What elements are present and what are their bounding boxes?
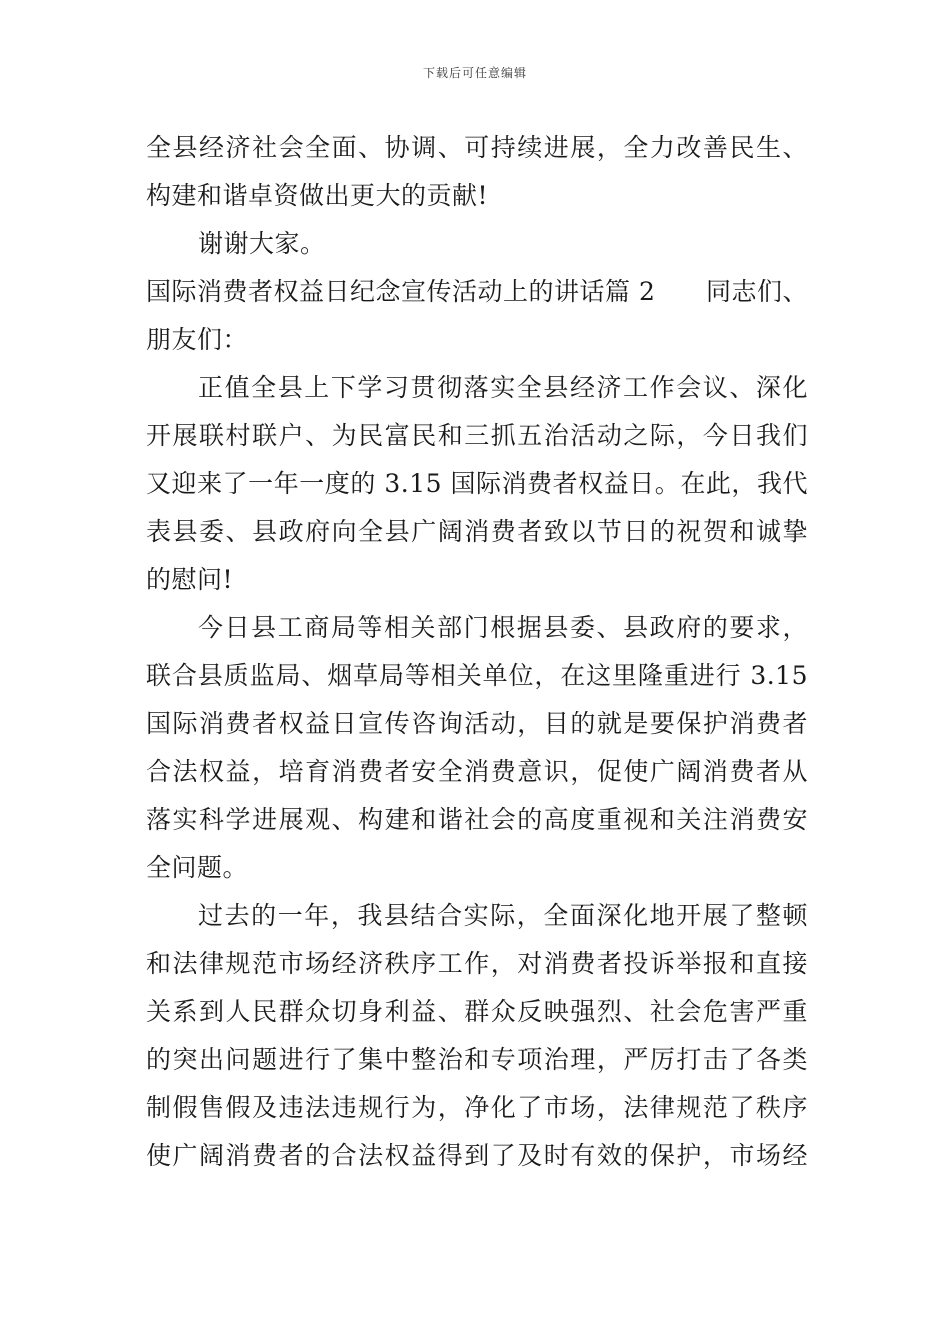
greeting-start: 同志们、 [705,277,808,306]
text-line: 国际消费者权益日宣传咨询活动，目的就是要保护消费者 [146,709,808,738]
text-line: 全问题。 [146,853,249,882]
page-header: 下载后可任意编辑 [422,66,527,80]
paragraph-lines [146,364,808,1180]
text-line: 的慰问! [146,565,234,594]
text-line: 关系到人民群众切身利益、群众反映强烈、社会危害严重 [146,997,808,1026]
text-line: 联合县质监局、烟草局等相关单位，在这里隆重进行 3.15 [146,661,808,690]
greeting-end: 朋友们： [146,325,249,354]
text-line: 全县经济社会全面、协调、可持续进展，全力改善民生、 [146,133,808,162]
text-line: 制假售假及违法违规行为，净化了市场，法律规范了秩序 [146,1093,808,1122]
document-body [146,124,808,1180]
text-line: 正值全县上下学习贯彻落实全县经济工作会议、深化 [198,373,808,402]
text-line: 过去的一年，我县结合实际，全面深化地开展了整顿 [198,901,808,930]
text-line: 表县委、县政府向全县广阔消费者致以节日的祝贺和诚挚 [146,517,808,546]
section-title: 国际消费者权益日纪念宣传活动上的讲话篇 2 [146,277,656,306]
text-line: 落实科学进展观、构建和谐社会的高度重视和关注消费安 [146,805,808,834]
text-line: 的突出问题进行了集中整治和专项治理，严厉打击了各类 [146,1045,808,1074]
text-line: 今日县工商局等相关部门根据县委、县政府的要求， [198,613,808,642]
text-line: 和法律规范市场经济秩序工作，对消费者投诉举报和直接 [146,949,808,978]
text-line: 合法权益，培育消费者安全消费意识，促使广阔消费者从 [146,757,808,786]
text-line: 开展联村联户、为民富民和三抓五治活动之际，今日我们 [146,421,808,450]
text-line: 使广阔消费者的合法权益得到了及时有效的保护，市场经 [146,1141,808,1170]
text-line: 构建和谐卓资做出更大的贡献! [146,181,489,210]
text-line: 又迎来了一年一度的 3.15 国际消费者权益日。在此，我代 [146,469,808,498]
text-line: 谢谢大家。 [198,229,326,258]
section-title-line [146,268,808,316]
